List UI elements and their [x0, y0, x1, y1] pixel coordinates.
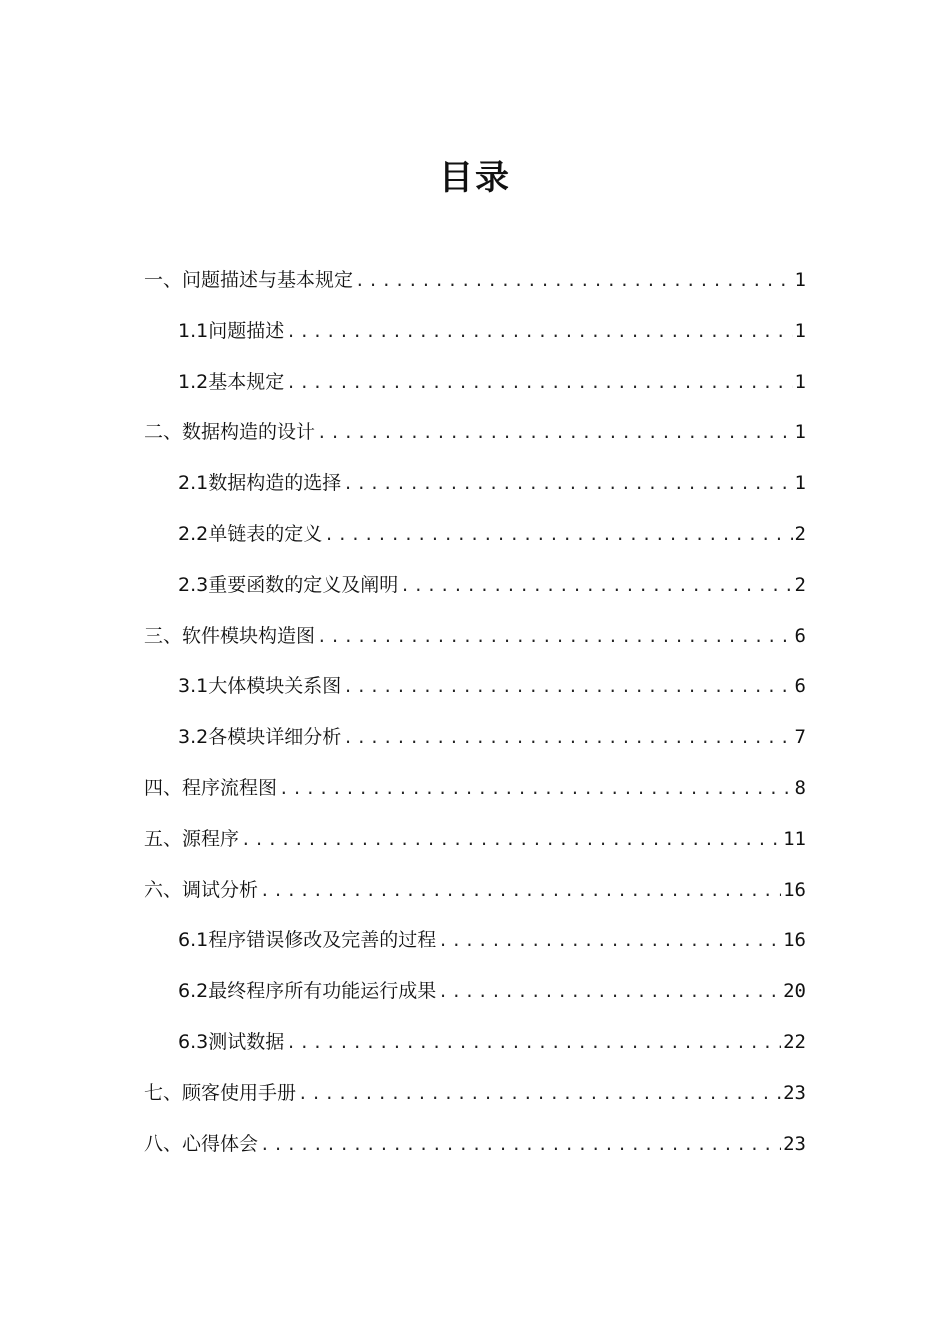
- toc-dot-leader: [436, 923, 781, 959]
- toc-dot-leader: [239, 822, 781, 858]
- toc-dot-leader: [341, 720, 792, 756]
- toc-dot-leader: [284, 1025, 781, 1061]
- toc-entry[interactable]: [144, 516, 806, 567]
- toc-entry[interactable]: [144, 668, 806, 719]
- toc-entry[interactable]: [144, 313, 806, 364]
- toc-dot-leader: [296, 1076, 781, 1112]
- toc-entry-text: 2.1数据构造的选择: [178, 472, 342, 495]
- toc-entry[interactable]: [144, 618, 806, 669]
- toc-page-number: 8: [794, 776, 806, 799]
- toc-entry-text: 3.1大体模块关系图: [178, 675, 342, 698]
- toc-entry-text: 2.3重要函数的定义及阐明: [178, 573, 399, 596]
- toc-dot-leader: [277, 771, 793, 807]
- toc-entry-text: 三、软件模块构造图: [144, 624, 316, 647]
- toc-entry-text: 七、顾客使用手册: [144, 1081, 297, 1104]
- toc-dot-leader: [315, 415, 793, 451]
- toc-page-number: 23: [783, 1132, 806, 1155]
- toc-page-number: 1: [794, 319, 806, 342]
- toc-page-number: 6: [794, 624, 806, 647]
- toc-page-number: 7: [794, 726, 806, 749]
- toc-page-number: 2: [794, 522, 806, 545]
- toc-entry[interactable]: [144, 1024, 806, 1075]
- toc-dot-leader: [341, 466, 792, 502]
- toc-entry-text: 八、心得体会: [144, 1132, 259, 1155]
- toc-dot-leader: [436, 974, 781, 1010]
- toc-dot-leader: [398, 568, 792, 604]
- toc-entry-text: 6.3测试数据: [178, 1030, 285, 1053]
- toc-entry[interactable]: [144, 770, 806, 821]
- toc-page-number: 1: [794, 370, 806, 393]
- toc-entry[interactable]: [144, 414, 806, 465]
- toc-entry-text: 6.1程序错误修改及完善的过程: [178, 929, 437, 952]
- toc-entry[interactable]: [144, 567, 806, 618]
- toc-page-number: 22: [783, 1030, 806, 1053]
- toc-entry[interactable]: [144, 922, 806, 973]
- toc-entry-text: 1.2基本规定: [178, 370, 285, 393]
- toc-entry-text: 四、程序流程图: [144, 776, 278, 799]
- toc-page-number: 16: [783, 929, 806, 952]
- toc-entry-text: 六、调试分析: [144, 878, 259, 901]
- toc-entry[interactable]: [144, 719, 806, 770]
- page-title: 目录: [439, 158, 511, 198]
- toc-entry[interactable]: [144, 262, 806, 313]
- toc-page-number: 2: [794, 573, 806, 596]
- toc-entry[interactable]: [144, 821, 806, 872]
- toc-entry-text: 二、数据构造的设计: [144, 421, 316, 444]
- toc-dot-leader: [353, 263, 793, 299]
- toc-entry[interactable]: [144, 364, 806, 415]
- toc-page-number: 20: [783, 980, 806, 1003]
- toc-page-number: 16: [783, 878, 806, 901]
- toc-entry-text: 6.2最终程序所有功能运行成果: [178, 980, 437, 1003]
- toc-page-number: 1: [794, 269, 806, 291]
- toc-page-number: 6: [794, 675, 806, 698]
- toc-entry[interactable]: [144, 1075, 806, 1126]
- toc-page-number: 1: [794, 472, 806, 495]
- toc-entry-text: 1.1问题描述: [178, 319, 285, 342]
- toc-page-number: 11: [783, 827, 806, 850]
- toc-dot-leader: [315, 619, 793, 655]
- toc-dot-leader: [284, 314, 792, 350]
- toc-entry[interactable]: [144, 872, 806, 923]
- toc-entry-text: 2.2单链表的定义: [178, 522, 323, 545]
- toc-page-number: 1: [794, 421, 806, 444]
- toc-entry[interactable]: [144, 465, 806, 516]
- toc-entry-text: 3.2各模块详细分析: [178, 726, 342, 749]
- table-of-contents: [144, 262, 806, 1176]
- toc-entry[interactable]: [144, 973, 806, 1024]
- toc-page-number: 23: [783, 1081, 806, 1104]
- toc-dot-leader: [258, 873, 781, 909]
- toc-dot-leader: [258, 1127, 781, 1163]
- toc-entry-text: 一、问题描述与基本规定: [144, 269, 354, 291]
- toc-entry-text: 五、源程序: [144, 827, 240, 850]
- toc-dot-leader: [341, 669, 792, 705]
- toc-dot-leader: [322, 517, 792, 553]
- toc-entry[interactable]: [144, 1126, 806, 1177]
- toc-dot-leader: [284, 365, 792, 401]
